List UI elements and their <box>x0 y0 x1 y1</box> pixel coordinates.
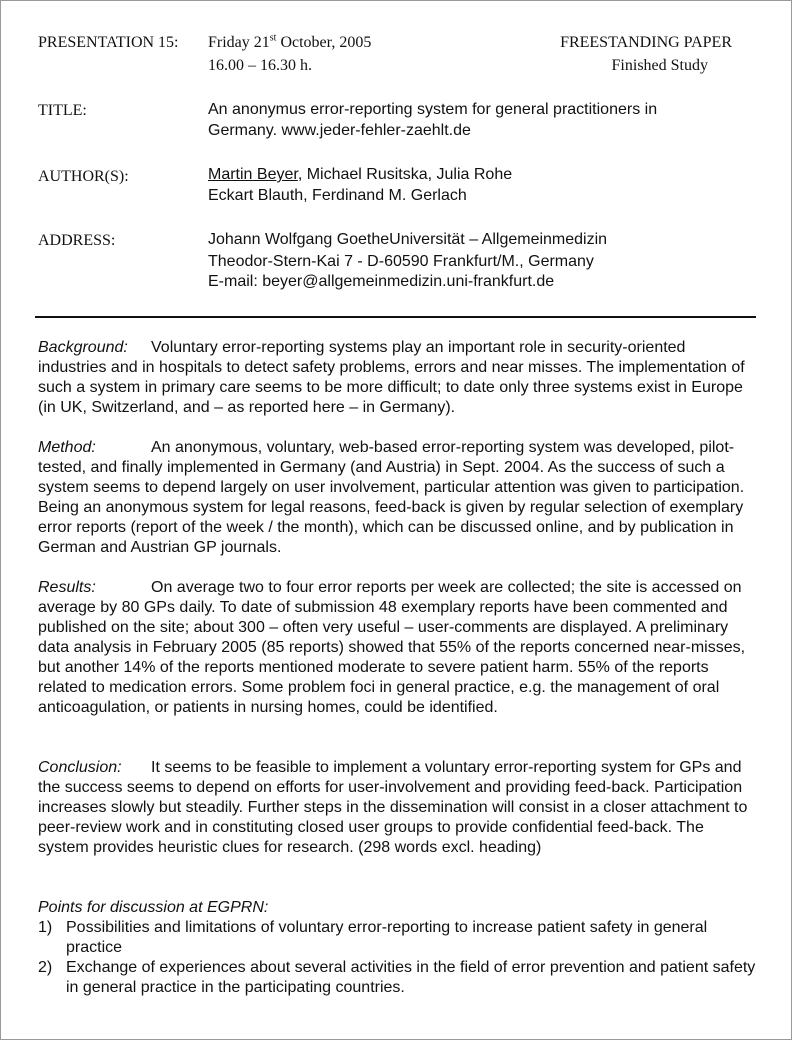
title-label: TITLE: <box>38 102 87 119</box>
discussion-points <box>38 898 758 998</box>
study-status: Finished Study <box>611 57 708 74</box>
conclusion-text: It seems to be feasible to implement a voluntary error-reporting system for GPs and the success seems to depend on efforts for user-involvement and providing feed-back. Participation increases slowly but steadily. Further steps in the dissemination will consist in a closer attachment to peer-review work and in constituting closed user groups to provide confidential feed-back. The system provides heuristic clues for research. (298 words excl. heading) <box>38 759 748 856</box>
address-email: E-mail: beyer@allgemeinmedizin.uni-frankfurt.de <box>208 273 555 290</box>
method-section <box>38 438 758 558</box>
method-label: Method: <box>38 439 96 456</box>
list-item-text: Possibilities and limitations of voluntary error-reporting to increase patient safety in general practice <box>66 919 708 956</box>
presentation-time: 16.00 – 16.30 h. <box>208 57 312 74</box>
background-label: Background: <box>38 339 128 356</box>
address-line-1: Johann Wolfgang GoetheUniversität – Allgemeinmedizin <box>208 231 608 248</box>
list-item-text: Exchange of experiences about several activities in the field of error prevention and patient safety in general practice in the participating countries. <box>66 959 756 996</box>
conclusion-label: Conclusion: <box>38 759 122 776</box>
authors-line-2: Eckart Blauth, Ferdinand M. Gerlach <box>208 187 467 204</box>
paper-type: FREESTANDING PAPER <box>560 34 732 51</box>
method-text: An anonymous, voluntary, web-based error-reporting system was developed, pilot-tested, and finally implemented in Germany (and Austria) in Sept. 2004. As the success of such a system seems to depend largely on user involvement, particular attention was given to participation. Being an anonymous system for legal reasons, feed-back is given by regular selection of exemplary error reports (report of the week / the month), which can be discussed online, and by publication in German and Austrian GP journals. <box>38 439 745 556</box>
discussion-title: Points for discussion at EGPRN: <box>38 899 269 916</box>
results-section <box>38 578 758 718</box>
conclusion-section <box>38 758 758 858</box>
background-text: Voluntary error-reporting systems play an important role in security-oriented industries and in hospitals to detect safety problems, errors and near misses. The implementation of such a system in primary care seems to be more difficult; to date only three systems exist in Europe (in UK, Switzerland, and – as reported here – in Germany). <box>38 339 745 416</box>
presentation-date: Friday 21st October, 2005 <box>208 32 372 51</box>
list-item <box>38 958 758 998</box>
list-item-number: 2) <box>38 959 53 976</box>
background-section <box>38 338 758 418</box>
list-item-number: 1) <box>38 919 53 936</box>
authors-line-1: Martin Beyer, Michael Rusitska, Julia Rohe <box>208 166 513 183</box>
results-text: On average two to four error reports per week are collected; the site is accessed on average by 80 GPs daily. To date of submission 48 exemplary reports have been commented and published on the site; about 300 – often very useful – user-comments are displayed. A preliminary data analysis in February 2005 (85 reports) showed that 55% of the reports concerned near-misses, but another 14% of the reports mentioned moderate to severe patient harm. 55% of the reports related to medication errors. Some problem foci in general practice, e.g. the management of oral anticoagulation, or patients in nursing homes, could be identified. <box>38 579 746 716</box>
address-label: ADDRESS: <box>38 232 116 249</box>
title-line-2: Germany. www.jeder-fehler-zaehlt.de <box>208 122 471 139</box>
authors-label: AUTHOR(S): <box>38 168 129 185</box>
presenting-author: Martin Beyer <box>208 166 298 183</box>
list-item <box>38 918 758 958</box>
title-line-1: An anonymus error-reporting system for general practitioners in <box>208 101 658 118</box>
address-line-2: Theodor-Stern-Kai 7 - D-60590 Frankfurt/M., Germany <box>208 253 594 270</box>
presentation-label: PRESENTATION 15: <box>38 34 179 51</box>
results-label: Results: <box>38 579 96 596</box>
section-divider <box>35 316 756 318</box>
